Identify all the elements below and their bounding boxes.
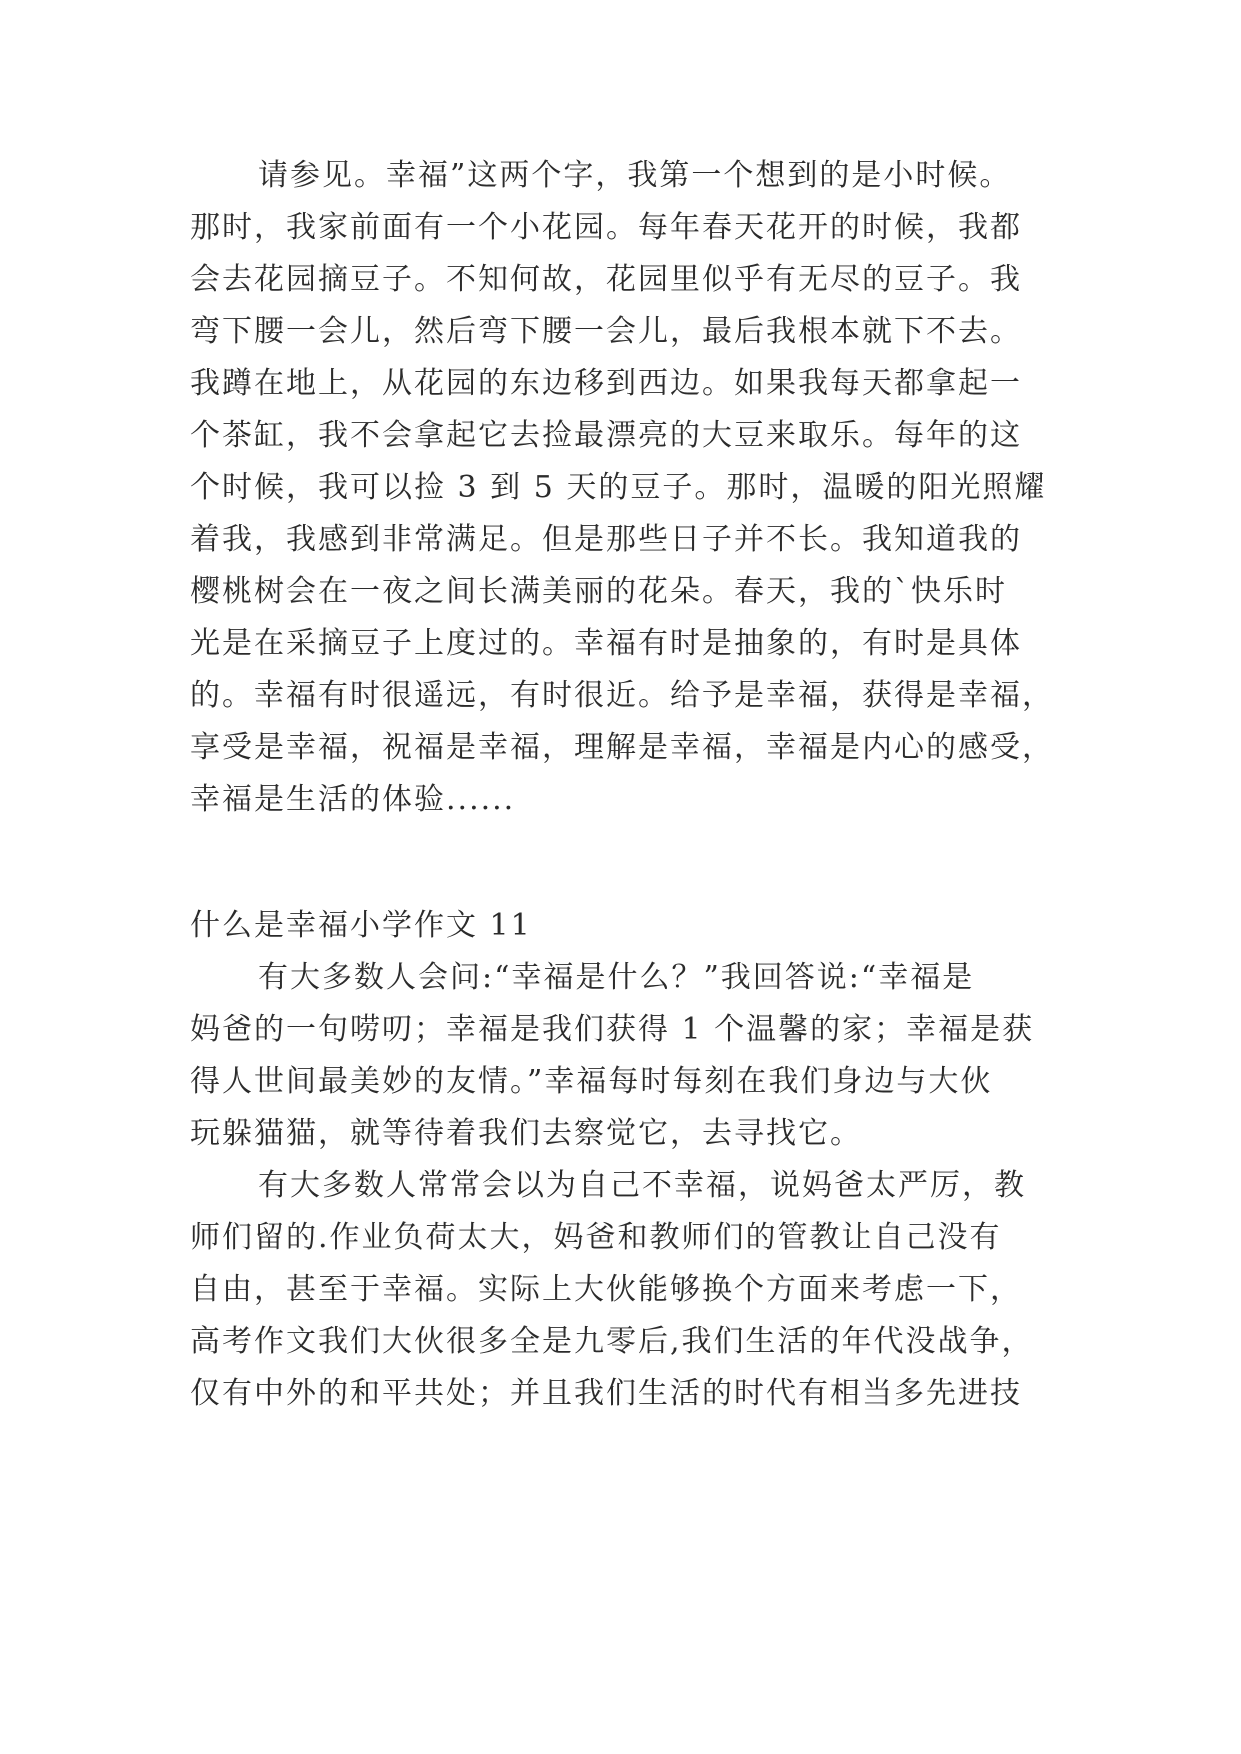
section-spacer <box>190 826 1070 900</box>
paragraph-not-happy <box>190 1160 1070 1420</box>
text-line: 高考作文我们大伙很多全是九零后,我们生活的年代没战争， <box>190 1324 1034 1359</box>
text-line: 我蹲在地上，从花园的东边移到西边。如果我每天都拿起一 <box>190 366 1022 401</box>
text-line: 着我，我感到非常满足。但是那些日子并不长。我知道我的 <box>190 522 1022 557</box>
text-line: 仅有中外的和平共处；并且我们生活的时代有相当多先进技 <box>190 1376 1022 1411</box>
text-line: 个茶缸，我不会拿起它去捡最漂亮的大豆来取乐。每年的这 <box>190 418 1022 453</box>
text-line: 享受是幸福，祝福是幸福，理解是幸福，幸福是内心的感受， <box>190 730 1054 765</box>
text-line: 弯下腰一会儿，然后弯下腰一会儿，最后我根本就下不去。 <box>190 314 1022 349</box>
text-line: 玩躲猫猫，就等待着我们去察觉它，去寻找它。 <box>190 1116 862 1151</box>
section-title: 什么是幸福小学作文 11 <box>190 908 532 943</box>
document-page <box>190 150 1070 1420</box>
text-line: 那时，我家前面有一个小花园。每年春天花开的时候，我都 <box>190 210 1022 245</box>
text-line: 幸福是生活的体验...... <box>190 782 516 817</box>
text-line: 光是在采摘豆子上度过的。幸福有时是抽象的，有时是具体 <box>190 626 1022 661</box>
text-line: 会去花园摘豆子。不知何故，花园里似乎有无尽的豆子。我 <box>190 262 1022 297</box>
text-line: 个时候，我可以捡 3 到 5 天的豆子。那时，温暖的阳光照耀 <box>190 470 1047 505</box>
text-line: 有大多数人常常会以为自己不幸福，说妈爸太严厉，教 <box>258 1168 1026 1203</box>
text-line: 师们留的.作业负荷太大，妈爸和教师们的管教让自己没有 <box>190 1220 1002 1255</box>
text-line: 请参见。幸福”这两个字，我第一个想到的是小时候。 <box>258 158 1012 193</box>
text-line: 得人世间最美妙的友情。”幸福每时每刻在我们身边与大伙 <box>190 1064 993 1099</box>
text-line: 妈爸的一句唠叨；幸福是我们获得 1 个温馨的家；幸福是获 <box>190 1012 1035 1047</box>
text-line: 自由，甚至于幸福。实际上大伙能够换个方面来考虑一下， <box>190 1272 1022 1307</box>
paragraph-childhood-memory <box>190 150 1070 826</box>
text-line: 樱桃树会在一夜之间长满美丽的花朵。春天，我的`快乐时 <box>190 574 1007 609</box>
paragraph-what-is-happiness <box>190 952 1070 1160</box>
text-line: 的。幸福有时很遥远，有时很近。给予是幸福，获得是幸福， <box>190 678 1054 713</box>
text-line: 有大多数人会问:“幸福是什么？”我回答说:“幸福是 <box>258 960 975 995</box>
